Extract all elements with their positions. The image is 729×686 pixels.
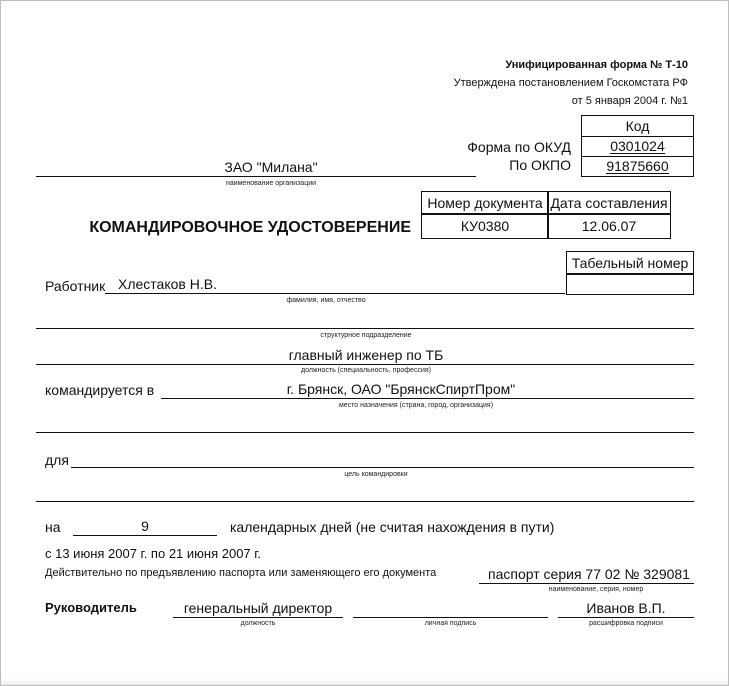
form-name: Унифицированная форма № Т-10 xyxy=(505,59,688,71)
validity-text: Действительно по предъявлению паспорта или заменяющего его документа xyxy=(45,567,437,579)
days-value: 9 xyxy=(141,518,149,534)
division-line xyxy=(36,328,694,329)
destination-caption: место назначения (страна, город, организация) xyxy=(338,402,494,409)
okud-value: 0301024 xyxy=(610,138,665,154)
doc-number-header-label: Номер документа xyxy=(427,195,543,211)
destination-value: г. Брянск, ОАО "БрянскСпиртПром" xyxy=(286,381,516,397)
sent-label: командируется в xyxy=(45,382,155,398)
code-header-cell xyxy=(581,115,694,137)
trip-period: с 13 июня 2007 г. по 21 июня 2007 г. xyxy=(45,546,262,561)
signature-name-caption: расшифровка подписи xyxy=(589,620,663,627)
signature-sign-line xyxy=(353,617,548,618)
purpose-label: для xyxy=(45,452,69,468)
for-label: на xyxy=(45,519,61,535)
employee-name: Хлестаков Н.В. xyxy=(118,276,217,292)
tab-number-label: Табельный номер xyxy=(571,255,689,271)
signature-position-line xyxy=(173,617,343,618)
okud-cell xyxy=(581,136,694,157)
approved-line-1: Утверждена постановлением Госкомстата РФ xyxy=(453,77,688,89)
doc-date-header xyxy=(547,191,671,215)
days-suffix: календарных дней (не считая нахождения в пути) xyxy=(230,519,555,535)
okpo-cell xyxy=(581,156,694,177)
okpo-label: По ОКПО xyxy=(509,157,571,173)
employee-line xyxy=(105,293,565,294)
organization-name: ЗАО "Милана" xyxy=(224,159,318,175)
doc-number-cell xyxy=(421,213,549,239)
signature-position: генеральный директор xyxy=(183,600,333,616)
doc-number-value: КУ0380 xyxy=(460,218,510,234)
purpose-caption: цель командировки xyxy=(344,471,408,478)
signature-label: Руководитель xyxy=(45,600,137,615)
document-title: КОМАНДИРОВОЧНОЕ УДОСТОВЕРЕНИЕ xyxy=(89,219,411,236)
purpose-extra-line xyxy=(36,501,694,502)
division-caption: структурное подразделение xyxy=(320,332,412,339)
signature-position-caption: должность xyxy=(240,620,276,627)
tab-number-cell xyxy=(566,273,694,295)
position-caption: должность (специальность, профессия) xyxy=(301,367,431,374)
doc-date-header-label: Дата составления xyxy=(550,195,668,211)
doc-date-cell xyxy=(547,213,671,239)
okud-label: Форма по ОКУД xyxy=(467,139,571,155)
doc-date-value: 12.06.07 xyxy=(581,218,637,234)
employee-label: Работник xyxy=(45,278,106,294)
doc-number-header xyxy=(421,191,549,215)
organization-caption: наименование организации xyxy=(225,180,317,187)
okpo-value: 91875660 xyxy=(606,158,669,174)
position-line xyxy=(36,364,694,365)
days-line xyxy=(73,535,217,536)
signature-name: Иванов В.П. xyxy=(586,600,666,616)
destination-line xyxy=(161,398,694,399)
tab-number-header xyxy=(566,251,694,275)
passport-value: паспорт серия 77 02 № 329081 xyxy=(488,566,690,582)
signature-name-line xyxy=(558,617,694,618)
signature-sign-caption: личная подпись xyxy=(424,620,477,627)
position-value: главный инженер по ТБ xyxy=(288,347,444,363)
passport-line xyxy=(479,583,694,584)
organization-line xyxy=(36,176,476,177)
passport-caption: наименование, серия, номер xyxy=(548,586,644,593)
approved-line-2: от 5 января 2004 г. №1 xyxy=(571,95,688,107)
destination-extra-line xyxy=(36,432,694,433)
code-label: Код xyxy=(625,118,650,134)
employee-name-caption: фамилия, имя, отчество xyxy=(286,297,366,304)
purpose-line xyxy=(71,467,694,468)
